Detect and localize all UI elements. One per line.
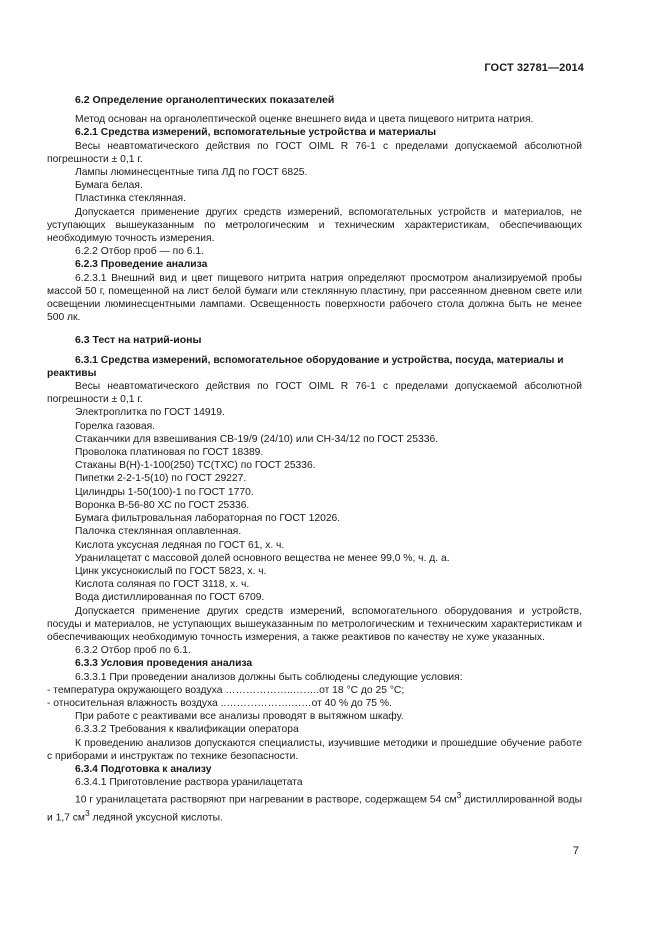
- list-item: Цинк уксуснокислый по ГОСТ 5823, х. ч.: [75, 565, 267, 577]
- list-item: Стаканы В(Н)-1-100(250) ТС(ТХС) по ГОСТ 25336.: [75, 460, 316, 472]
- paragraph-last: 10 г уранилацетата растворяют при нагревании в растворе, содержащем 54 $см^3$ дистиллированной воды и 1,7 $см^3$ ледяной уксусной кислоты.: [47, 790, 582, 824]
- list-item: Воронка В-56-80 ХС по ГОСТ 25336.: [75, 499, 250, 511]
- list-item: Лампы люминесцентные типа ЛД по ГОСТ 6825.: [75, 167, 308, 179]
- subsection-6-3-3-title: 6.3.3 Условия проведения анализа: [75, 658, 253, 670]
- list-item: Уранилацетат с массовой долей основного вещества не менее 99,0 %, ч. д. а.: [75, 552, 450, 564]
- paragraph: Допускается применение других средств измерений, вспомогательных устройств и материалов, не уступающих вышеуказанным по метрологическим и техническим характеристикам, обеспечивающих необходимую точность измерения.: [47, 206, 582, 245]
- section-6-3-title: 6.3 Тест на натрий-ионы: [75, 334, 202, 347]
- subsection-6-3-1-title: 6.3.1 Средства измерений, вспомогательное оборудование и устройства, посуда, материалы и реактивы: [47, 354, 564, 379]
- section-6-2-title: 6.2 Определение органолептических показателей: [75, 94, 335, 106]
- list-item: Бумага фильтровальная лабораторная по ГОСТ 12026.: [75, 513, 341, 525]
- list-item: Кислота уксусная ледяная по ГОСТ 61, х. ч.: [75, 539, 285, 551]
- list-item: Весы неавтоматического действия по ГОСТ OIML R 76-1 с пределами допускаемой абсолютной погрешности ± 0,1 г.: [47, 381, 582, 406]
- list-item: Стаканчики для взвешивания СВ-19/9 (24/10) или СН-34/12 по ГОСТ 25336.: [75, 433, 439, 445]
- list-item: Весы неавтоматического действия по ГОСТ OIML R 76-1 с пределами допускаемой абсолютной погрешности ± 0,1 г.: [47, 140, 582, 165]
- subsection-6-2-3-title: 6.2.3 Проведение анализа: [75, 259, 208, 271]
- paragraph: 6.3.3.2 Требования к квалификации оператора: [75, 724, 299, 736]
- list-item: Бумага белая.: [75, 180, 143, 192]
- paragraph: 6.3.4.1 Приготовление раствора уранилацетата: [75, 777, 303, 789]
- page-number: 7: [572, 845, 579, 857]
- list-item: Палочка стеклянная оплавленная.: [75, 526, 242, 538]
- condition-item: - относительная влажность воздуха ..……………….……от 40 % до 75 %.: [47, 697, 392, 709]
- paragraph: К проведению анализов допускаются специалисты, изучившие методики и прошедшие обучение работе с приборами и инструктаж по технике безопасности.: [47, 737, 582, 762]
- paragraph: 6.3.2 Отбор проб по 6.1.: [75, 645, 191, 657]
- paragraph: 6.2.3.1 Внешний вид и цвет пищевого нитрита натрия определяют просмотром анализируемой пробы массой 50 г, помещенной на лист белой бумаги или стеклянную пластину, при рассеянном дневном свете или освещении люминесцентными лампами. Освещенность поверхности рабочего стола должна быть не менее 500 лк.: [47, 272, 582, 324]
- list-item: Электроплитка по ГОСТ 14919.: [75, 407, 225, 419]
- list-item: Пластинка стеклянная.: [75, 193, 186, 205]
- paragraph: 6.3.3.1 При проведении анализов должны быть соблюдены следующие условия:: [75, 671, 463, 683]
- paragraph: При работе с реактивами все анализы проводят в вытяжном шкафу.: [75, 711, 404, 723]
- paragraph: 6.2.2 Отбор проб — по 6.1.: [75, 246, 204, 258]
- list-item: Пипетки 2-2-1-5(10) по ГОСТ 29227.: [75, 473, 247, 485]
- list-item: Горелка газовая.: [75, 420, 156, 432]
- subsection-6-2-1-title: 6.2.1 Средства измерений, вспомогательные устройства и материалы: [75, 127, 437, 139]
- document-body: [47, 94, 582, 825]
- paragraph: Метод основан на органолептической оценке внешнего вида и цвета пищевого нитрита натрия.: [75, 114, 534, 126]
- list-item: Цилиндры 1-50(100)-1 по ГОСТ 1770.: [75, 486, 254, 498]
- standard-header: ГОСТ 32781—2014: [484, 62, 584, 74]
- list-item: Вода дистиллированная по ГОСТ 6709.: [75, 592, 265, 604]
- list-item: Проволока платиновая по ГОСТ 18389.: [75, 447, 264, 459]
- paragraph: Допускается применение других средств измерений, вспомогательного оборудования и устройств, посуды и материалов, не уступающих вышеуказанным по метрологическим и техническим характеристикам и обеспечивающих необходимую точность измерения, а также реактивов по качеству не хуже указанных.: [47, 605, 582, 643]
- list-item: Кислота соляная по ГОСТ 3118, х. ч.: [75, 579, 250, 591]
- subsection-6-3-4-title: 6.3.4 Подготовка к анализу: [75, 763, 212, 775]
- condition-item: - температура окружающего воздуха ………………..……..от 18 °С до 25 °С;: [47, 684, 405, 696]
